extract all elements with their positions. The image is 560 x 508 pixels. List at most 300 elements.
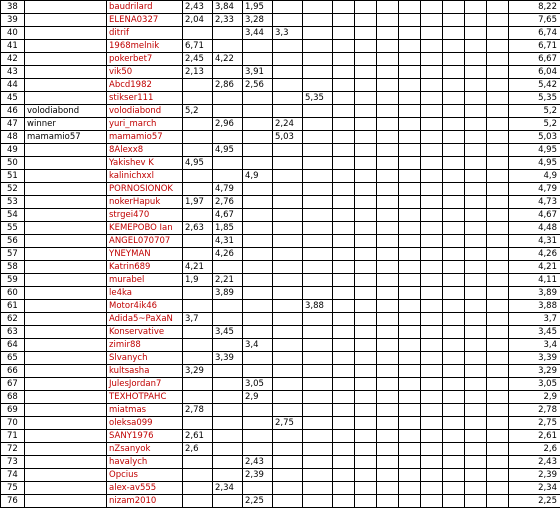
score-cell[interactable] <box>273 404 303 417</box>
score-cell[interactable] <box>377 417 399 430</box>
total-cell[interactable]: 4,67 <box>509 209 560 222</box>
total-cell[interactable]: 2,61 <box>509 430 560 443</box>
total-cell[interactable]: 5,03 <box>509 131 560 144</box>
score-cell[interactable] <box>465 365 487 378</box>
score-cell[interactable] <box>443 196 465 209</box>
score-cell[interactable] <box>443 495 465 508</box>
score-cell[interactable] <box>443 53 465 66</box>
score-cell[interactable] <box>487 443 509 456</box>
score-cell[interactable] <box>465 391 487 404</box>
score-cell[interactable] <box>399 131 421 144</box>
score-cell[interactable] <box>355 1 377 14</box>
score-cell[interactable] <box>443 66 465 79</box>
alias-cell[interactable] <box>25 417 107 430</box>
score-cell[interactable] <box>487 1 509 14</box>
score-cell[interactable] <box>377 352 399 365</box>
score-cell[interactable] <box>487 261 509 274</box>
rank-cell[interactable]: 62 <box>1 313 25 326</box>
score-cell[interactable] <box>399 443 421 456</box>
score-cell[interactable] <box>333 27 355 40</box>
rank-cell[interactable]: 48 <box>1 131 25 144</box>
score-cell[interactable] <box>421 183 443 196</box>
score-cell[interactable] <box>243 287 273 300</box>
alias-cell[interactable] <box>25 274 107 287</box>
score-cell[interactable] <box>355 404 377 417</box>
score-cell[interactable] <box>303 105 333 118</box>
score-cell[interactable] <box>273 144 303 157</box>
score-cell[interactable] <box>333 261 355 274</box>
score-cell[interactable] <box>333 365 355 378</box>
alias-cell[interactable] <box>25 14 107 27</box>
score-cell[interactable] <box>183 456 213 469</box>
score-cell[interactable] <box>465 261 487 274</box>
player-name-cell[interactable]: 1968melnik <box>107 40 183 53</box>
score-cell[interactable] <box>377 105 399 118</box>
score-cell[interactable] <box>443 209 465 222</box>
score-cell[interactable] <box>399 105 421 118</box>
score-cell[interactable] <box>377 313 399 326</box>
score-cell[interactable] <box>399 326 421 339</box>
score-cell[interactable] <box>303 430 333 443</box>
score-cell[interactable] <box>355 365 377 378</box>
score-cell[interactable] <box>213 313 243 326</box>
score-cell[interactable] <box>399 404 421 417</box>
score-cell[interactable] <box>465 352 487 365</box>
score-cell[interactable]: 2,96 <box>213 118 243 131</box>
score-cell[interactable] <box>333 131 355 144</box>
score-cell[interactable] <box>273 157 303 170</box>
total-cell[interactable]: 4,9 <box>509 170 560 183</box>
score-cell[interactable] <box>377 248 399 261</box>
score-cell[interactable] <box>273 222 303 235</box>
score-cell[interactable] <box>465 196 487 209</box>
score-cell[interactable] <box>303 326 333 339</box>
score-cell[interactable]: 2,13 <box>183 66 213 79</box>
total-cell[interactable]: 4,21 <box>509 261 560 274</box>
score-cell[interactable] <box>399 482 421 495</box>
rank-cell[interactable]: 60 <box>1 287 25 300</box>
rank-cell[interactable]: 76 <box>1 495 25 508</box>
total-cell[interactable]: 6,71 <box>509 40 560 53</box>
score-cell[interactable] <box>487 196 509 209</box>
score-cell[interactable] <box>303 261 333 274</box>
score-cell[interactable] <box>333 92 355 105</box>
score-cell[interactable] <box>273 495 303 508</box>
score-cell[interactable] <box>487 79 509 92</box>
score-cell[interactable] <box>273 196 303 209</box>
score-cell[interactable] <box>333 183 355 196</box>
score-cell[interactable] <box>487 131 509 144</box>
score-cell[interactable] <box>333 1 355 14</box>
score-cell[interactable]: 2,25 <box>243 495 273 508</box>
alias-cell[interactable] <box>25 391 107 404</box>
score-cell[interactable]: 2,9 <box>243 391 273 404</box>
score-cell[interactable] <box>333 300 355 313</box>
score-cell[interactable] <box>443 456 465 469</box>
rank-cell[interactable]: 66 <box>1 365 25 378</box>
score-cell[interactable] <box>183 248 213 261</box>
player-name-cell[interactable]: kultsasha <box>107 365 183 378</box>
score-cell[interactable] <box>399 456 421 469</box>
score-cell[interactable] <box>377 235 399 248</box>
score-cell[interactable] <box>377 300 399 313</box>
score-cell[interactable] <box>399 430 421 443</box>
score-cell[interactable] <box>273 287 303 300</box>
score-cell[interactable]: 3,3 <box>273 27 303 40</box>
score-cell[interactable]: 3,89 <box>213 287 243 300</box>
score-cell[interactable] <box>443 287 465 300</box>
rank-cell[interactable]: 55 <box>1 222 25 235</box>
score-cell[interactable] <box>243 365 273 378</box>
score-cell[interactable]: 2,86 <box>213 79 243 92</box>
score-cell[interactable] <box>421 313 443 326</box>
score-cell[interactable] <box>443 313 465 326</box>
score-cell[interactable] <box>273 469 303 482</box>
score-cell[interactable] <box>421 170 443 183</box>
score-cell[interactable] <box>355 313 377 326</box>
score-cell[interactable] <box>377 79 399 92</box>
score-cell[interactable] <box>399 339 421 352</box>
score-cell[interactable] <box>355 92 377 105</box>
score-cell[interactable] <box>273 79 303 92</box>
total-cell[interactable]: 2,9 <box>509 391 560 404</box>
score-cell[interactable]: 3,4 <box>243 339 273 352</box>
score-cell[interactable] <box>377 482 399 495</box>
score-cell[interactable] <box>443 105 465 118</box>
score-cell[interactable]: 3,29 <box>183 365 213 378</box>
score-cell[interactable] <box>355 40 377 53</box>
total-cell[interactable]: 2,75 <box>509 417 560 430</box>
score-cell[interactable] <box>213 469 243 482</box>
total-cell[interactable]: 3,29 <box>509 365 560 378</box>
total-cell[interactable]: 2,78 <box>509 404 560 417</box>
score-cell[interactable] <box>377 92 399 105</box>
score-cell[interactable] <box>421 443 443 456</box>
alias-cell[interactable] <box>25 456 107 469</box>
player-name-cell[interactable]: Yakishev K <box>107 157 183 170</box>
score-cell[interactable] <box>399 417 421 430</box>
total-cell[interactable]: 4,95 <box>509 157 560 170</box>
alias-cell[interactable] <box>25 248 107 261</box>
player-name-cell[interactable]: nizam2010 <box>107 495 183 508</box>
score-cell[interactable]: 2,21 <box>213 274 243 287</box>
score-cell[interactable] <box>465 248 487 261</box>
score-cell[interactable] <box>465 40 487 53</box>
score-cell[interactable]: 3,45 <box>213 326 243 339</box>
player-name-cell[interactable]: KEMEPOBO Ian <box>107 222 183 235</box>
score-cell[interactable]: 3,7 <box>183 313 213 326</box>
score-cell[interactable] <box>333 209 355 222</box>
rank-cell[interactable]: 71 <box>1 430 25 443</box>
score-cell[interactable] <box>421 40 443 53</box>
total-cell[interactable]: 3,7 <box>509 313 560 326</box>
score-cell[interactable] <box>303 196 333 209</box>
score-cell[interactable] <box>487 144 509 157</box>
score-cell[interactable] <box>303 482 333 495</box>
score-cell[interactable] <box>465 404 487 417</box>
score-cell[interactable] <box>377 196 399 209</box>
player-name-cell[interactable]: stikser111 <box>107 92 183 105</box>
rank-cell[interactable]: 74 <box>1 469 25 482</box>
score-cell[interactable] <box>487 222 509 235</box>
score-cell[interactable] <box>333 326 355 339</box>
score-cell[interactable] <box>355 248 377 261</box>
score-cell[interactable] <box>465 157 487 170</box>
score-cell[interactable] <box>377 40 399 53</box>
score-cell[interactable] <box>443 79 465 92</box>
score-cell[interactable] <box>243 482 273 495</box>
score-cell[interactable] <box>443 378 465 391</box>
score-cell[interactable] <box>377 365 399 378</box>
rank-cell[interactable]: 72 <box>1 443 25 456</box>
rank-cell[interactable]: 57 <box>1 248 25 261</box>
player-name-cell[interactable]: baudrilard <box>107 1 183 14</box>
rank-cell[interactable]: 45 <box>1 92 25 105</box>
score-cell[interactable] <box>465 456 487 469</box>
total-cell[interactable]: 4,73 <box>509 196 560 209</box>
alias-cell[interactable] <box>25 92 107 105</box>
score-cell[interactable] <box>333 53 355 66</box>
score-cell[interactable] <box>443 365 465 378</box>
score-cell[interactable] <box>303 53 333 66</box>
alias-cell[interactable] <box>25 235 107 248</box>
score-cell[interactable] <box>421 365 443 378</box>
score-cell[interactable] <box>273 352 303 365</box>
score-cell[interactable] <box>421 118 443 131</box>
score-cell[interactable] <box>487 287 509 300</box>
score-cell[interactable] <box>333 417 355 430</box>
score-cell[interactable]: 1,97 <box>183 196 213 209</box>
score-cell[interactable] <box>487 118 509 131</box>
alias-cell[interactable] <box>25 170 107 183</box>
score-cell[interactable] <box>355 27 377 40</box>
score-cell[interactable] <box>243 352 273 365</box>
score-cell[interactable]: 2,24 <box>273 118 303 131</box>
score-cell[interactable] <box>487 378 509 391</box>
score-cell[interactable] <box>303 14 333 27</box>
score-cell[interactable] <box>443 27 465 40</box>
score-cell[interactable] <box>443 417 465 430</box>
score-cell[interactable] <box>333 443 355 456</box>
score-cell[interactable] <box>333 482 355 495</box>
score-cell[interactable] <box>243 443 273 456</box>
rank-cell[interactable]: 64 <box>1 339 25 352</box>
score-cell[interactable] <box>421 430 443 443</box>
score-cell[interactable]: 3,28 <box>243 14 273 27</box>
score-cell[interactable] <box>273 1 303 14</box>
alias-cell[interactable] <box>25 430 107 443</box>
score-cell[interactable] <box>443 339 465 352</box>
score-cell[interactable] <box>303 40 333 53</box>
alias-cell[interactable] <box>25 469 107 482</box>
score-cell[interactable] <box>333 105 355 118</box>
total-cell[interactable]: 2,43 <box>509 456 560 469</box>
score-cell[interactable] <box>421 274 443 287</box>
score-cell[interactable] <box>487 235 509 248</box>
score-cell[interactable] <box>377 144 399 157</box>
total-cell[interactable]: 3,4 <box>509 339 560 352</box>
score-cell[interactable] <box>421 144 443 157</box>
score-cell[interactable]: 4,31 <box>213 235 243 248</box>
score-cell[interactable] <box>355 196 377 209</box>
player-name-cell[interactable]: zimir88 <box>107 339 183 352</box>
score-cell[interactable] <box>399 300 421 313</box>
score-cell[interactable] <box>243 118 273 131</box>
score-cell[interactable]: 4,95 <box>183 157 213 170</box>
score-cell[interactable]: 2,6 <box>183 443 213 456</box>
player-name-cell[interactable]: ELENA0327 <box>107 14 183 27</box>
score-cell[interactable] <box>421 456 443 469</box>
score-cell[interactable] <box>421 131 443 144</box>
score-cell[interactable] <box>421 391 443 404</box>
score-cell[interactable] <box>487 14 509 27</box>
rank-cell[interactable]: 75 <box>1 482 25 495</box>
score-cell[interactable] <box>377 339 399 352</box>
score-cell[interactable] <box>243 53 273 66</box>
rank-cell[interactable]: 68 <box>1 391 25 404</box>
score-cell[interactable] <box>421 352 443 365</box>
score-cell[interactable] <box>443 144 465 157</box>
score-cell[interactable] <box>399 118 421 131</box>
score-cell[interactable] <box>355 209 377 222</box>
score-cell[interactable] <box>243 209 273 222</box>
score-cell[interactable] <box>333 430 355 443</box>
score-cell[interactable] <box>273 40 303 53</box>
total-cell[interactable]: 2,25 <box>509 495 560 508</box>
score-cell[interactable] <box>243 144 273 157</box>
score-cell[interactable] <box>333 235 355 248</box>
score-cell[interactable] <box>465 469 487 482</box>
score-cell[interactable] <box>213 378 243 391</box>
score-cell[interactable] <box>377 326 399 339</box>
score-cell[interactable] <box>303 417 333 430</box>
score-cell[interactable] <box>487 365 509 378</box>
score-cell[interactable]: 1,95 <box>243 1 273 14</box>
score-cell[interactable] <box>487 326 509 339</box>
score-cell[interactable] <box>183 469 213 482</box>
score-cell[interactable] <box>465 79 487 92</box>
score-cell[interactable] <box>183 339 213 352</box>
score-cell[interactable] <box>243 92 273 105</box>
score-cell[interactable] <box>183 391 213 404</box>
alias-cell[interactable]: volodiabond <box>25 105 107 118</box>
score-cell[interactable] <box>487 248 509 261</box>
score-cell[interactable] <box>273 274 303 287</box>
score-cell[interactable] <box>303 27 333 40</box>
score-cell[interactable] <box>487 456 509 469</box>
score-cell[interactable] <box>355 430 377 443</box>
score-cell[interactable] <box>377 183 399 196</box>
score-cell[interactable] <box>355 131 377 144</box>
score-cell[interactable] <box>487 482 509 495</box>
score-cell[interactable] <box>333 118 355 131</box>
score-cell[interactable] <box>355 118 377 131</box>
score-cell[interactable]: 2,43 <box>243 456 273 469</box>
score-cell[interactable] <box>355 144 377 157</box>
score-cell[interactable] <box>399 248 421 261</box>
score-cell[interactable] <box>487 53 509 66</box>
score-cell[interactable] <box>213 430 243 443</box>
score-cell[interactable] <box>273 235 303 248</box>
score-cell[interactable] <box>421 92 443 105</box>
score-cell[interactable] <box>421 157 443 170</box>
score-cell[interactable]: 4,79 <box>213 183 243 196</box>
score-cell[interactable] <box>303 79 333 92</box>
alias-cell[interactable] <box>25 365 107 378</box>
score-cell[interactable] <box>303 131 333 144</box>
score-cell[interactable] <box>465 378 487 391</box>
player-name-cell[interactable]: pokerbet7 <box>107 53 183 66</box>
score-cell[interactable] <box>487 391 509 404</box>
score-cell[interactable] <box>443 157 465 170</box>
score-cell[interactable] <box>243 326 273 339</box>
player-name-cell[interactable]: TEXHOTPAHC <box>107 391 183 404</box>
player-name-cell[interactable]: SANY1976 <box>107 430 183 443</box>
score-cell[interactable] <box>443 404 465 417</box>
score-cell[interactable] <box>303 222 333 235</box>
score-cell[interactable] <box>333 456 355 469</box>
score-cell[interactable] <box>355 79 377 92</box>
score-cell[interactable] <box>399 287 421 300</box>
score-cell[interactable] <box>421 235 443 248</box>
score-cell[interactable] <box>399 170 421 183</box>
score-cell[interactable] <box>487 352 509 365</box>
score-cell[interactable] <box>355 326 377 339</box>
score-cell[interactable] <box>243 196 273 209</box>
player-name-cell[interactable]: volodiabond <box>107 105 183 118</box>
score-cell[interactable] <box>183 378 213 391</box>
score-cell[interactable] <box>303 170 333 183</box>
total-cell[interactable]: 3,39 <box>509 352 560 365</box>
score-cell[interactable] <box>377 209 399 222</box>
score-cell[interactable]: 2,75 <box>273 417 303 430</box>
player-name-cell[interactable]: Motor4ik46 <box>107 300 183 313</box>
score-cell[interactable] <box>273 300 303 313</box>
score-cell[interactable] <box>273 170 303 183</box>
score-cell[interactable] <box>443 443 465 456</box>
score-cell[interactable] <box>213 456 243 469</box>
score-cell[interactable] <box>465 27 487 40</box>
score-cell[interactable] <box>421 105 443 118</box>
score-cell[interactable] <box>399 53 421 66</box>
rank-cell[interactable]: 65 <box>1 352 25 365</box>
score-cell[interactable] <box>377 14 399 27</box>
alias-cell[interactable] <box>25 144 107 157</box>
score-cell[interactable]: 3,88 <box>303 300 333 313</box>
score-cell[interactable] <box>333 391 355 404</box>
score-cell[interactable] <box>465 144 487 157</box>
score-cell[interactable] <box>465 209 487 222</box>
alias-cell[interactable] <box>25 339 107 352</box>
score-cell[interactable]: 4,9 <box>243 170 273 183</box>
score-cell[interactable] <box>399 40 421 53</box>
score-cell[interactable]: 5,03 <box>273 131 303 144</box>
score-cell[interactable] <box>487 313 509 326</box>
score-cell[interactable]: 4,67 <box>213 209 243 222</box>
alias-cell[interactable] <box>25 495 107 508</box>
score-cell[interactable] <box>333 469 355 482</box>
score-cell[interactable] <box>377 118 399 131</box>
score-cell[interactable] <box>465 235 487 248</box>
score-cell[interactable] <box>213 300 243 313</box>
player-name-cell[interactable]: Katrin689 <box>107 261 183 274</box>
score-cell[interactable] <box>355 157 377 170</box>
score-cell[interactable] <box>443 469 465 482</box>
score-cell[interactable] <box>355 417 377 430</box>
score-cell[interactable] <box>333 248 355 261</box>
score-cell[interactable] <box>377 131 399 144</box>
score-cell[interactable] <box>333 339 355 352</box>
